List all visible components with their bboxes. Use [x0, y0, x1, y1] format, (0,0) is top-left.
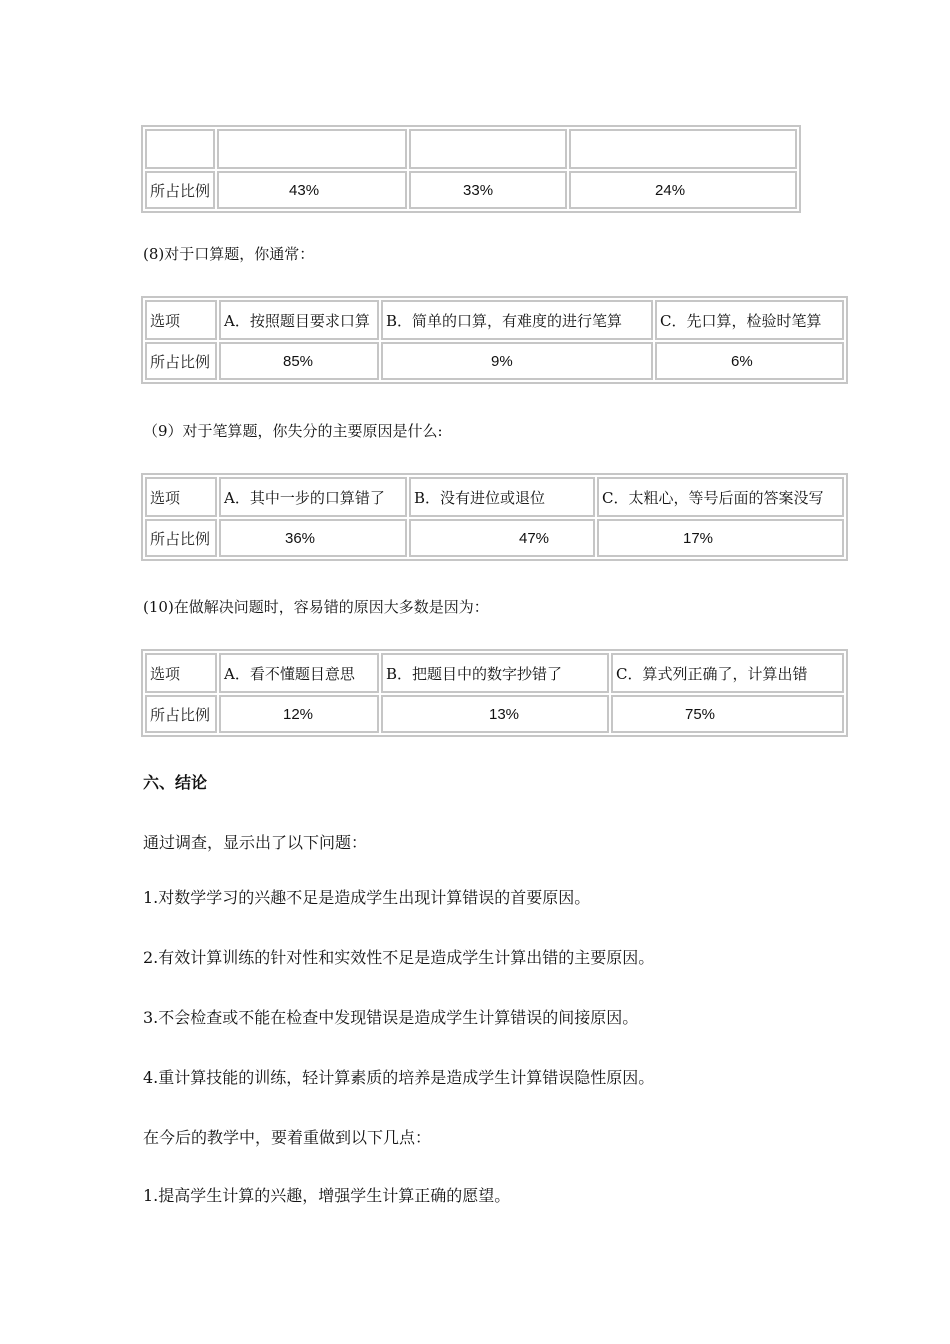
- row-label: 所占比例: [145, 171, 215, 209]
- table-cell-empty: [569, 129, 797, 169]
- table-cell-empty: [409, 129, 567, 169]
- option-a: A．看不懂题目意思: [219, 653, 379, 693]
- intro-paragraph: 在今后的教学中，要着重做到以下几点：: [143, 1128, 432, 1147]
- row-label: 所占比例: [145, 519, 217, 557]
- option-header: 选项: [145, 477, 217, 517]
- percent-value: 9%: [381, 342, 653, 380]
- percent-value: 6%: [655, 342, 844, 380]
- percent-value: 75%: [611, 695, 844, 733]
- option-a: A．其中一步的口算错了: [219, 477, 407, 517]
- percent-value: 47%: [409, 519, 595, 557]
- intro-paragraph: 通过调查，显示出了以下问题：: [143, 833, 368, 852]
- section-heading: 六、结论: [143, 773, 208, 792]
- option-b: B．简单的口算，有难度的进行笔算: [381, 300, 653, 340]
- option-c: C．算式列正确了，计算出错: [611, 653, 844, 693]
- problem-item: 3.不会检查或不能在检查中发现错误是造成学生计算错误的间接原因。: [143, 1008, 639, 1027]
- table-cell-empty: [145, 129, 215, 169]
- table-q7: [141, 125, 801, 213]
- option-b: B．没有进位或退位: [409, 477, 595, 517]
- percent-value: 36%: [219, 519, 407, 557]
- table-q10: [141, 649, 848, 737]
- percent-value: 17%: [597, 519, 844, 557]
- option-header: 选项: [145, 653, 217, 693]
- question-10-title: (10)在做解决问题时，容易错的原因大多数是因为：: [143, 598, 489, 616]
- percent-value: 13%: [381, 695, 609, 733]
- option-c: C．太粗心，等号后面的答案没写: [597, 477, 844, 517]
- question-9-title: （9）对于笔算题，你失分的主要原因是什么:: [143, 422, 443, 440]
- percent-value: 43%: [217, 171, 407, 209]
- point-item: 1.提高学生计算的兴趣，增强学生计算正确的愿望。: [143, 1186, 511, 1205]
- percent-value: 85%: [219, 342, 379, 380]
- problem-item: 2.有效计算训练的针对性和实效性不足是造成学生计算出错的主要原因。: [143, 948, 655, 967]
- problem-item: 4.重计算技能的训练，轻计算素质的培养是造成学生计算错误隐性原因。: [143, 1068, 655, 1087]
- table-q8: [141, 296, 848, 384]
- question-8-title: (8)对于口算题，你通常：: [143, 245, 315, 263]
- option-a: A．按照题目要求口算: [219, 300, 379, 340]
- percent-value: 33%: [409, 171, 567, 209]
- row-label: 所占比例: [145, 695, 217, 733]
- row-label: 所占比例: [145, 342, 217, 380]
- percent-value: 24%: [569, 171, 797, 209]
- option-header: 选项: [145, 300, 217, 340]
- table-cell-empty: [217, 129, 407, 169]
- option-b: B．把题目中的数字抄错了: [381, 653, 609, 693]
- option-c: C．先口算，检验时笔算: [655, 300, 844, 340]
- percent-value: 12%: [219, 695, 379, 733]
- table-q9: [141, 473, 848, 561]
- problem-item: 1.对数学学习的兴趣不足是造成学生出现计算错误的首要原因。: [143, 888, 591, 907]
